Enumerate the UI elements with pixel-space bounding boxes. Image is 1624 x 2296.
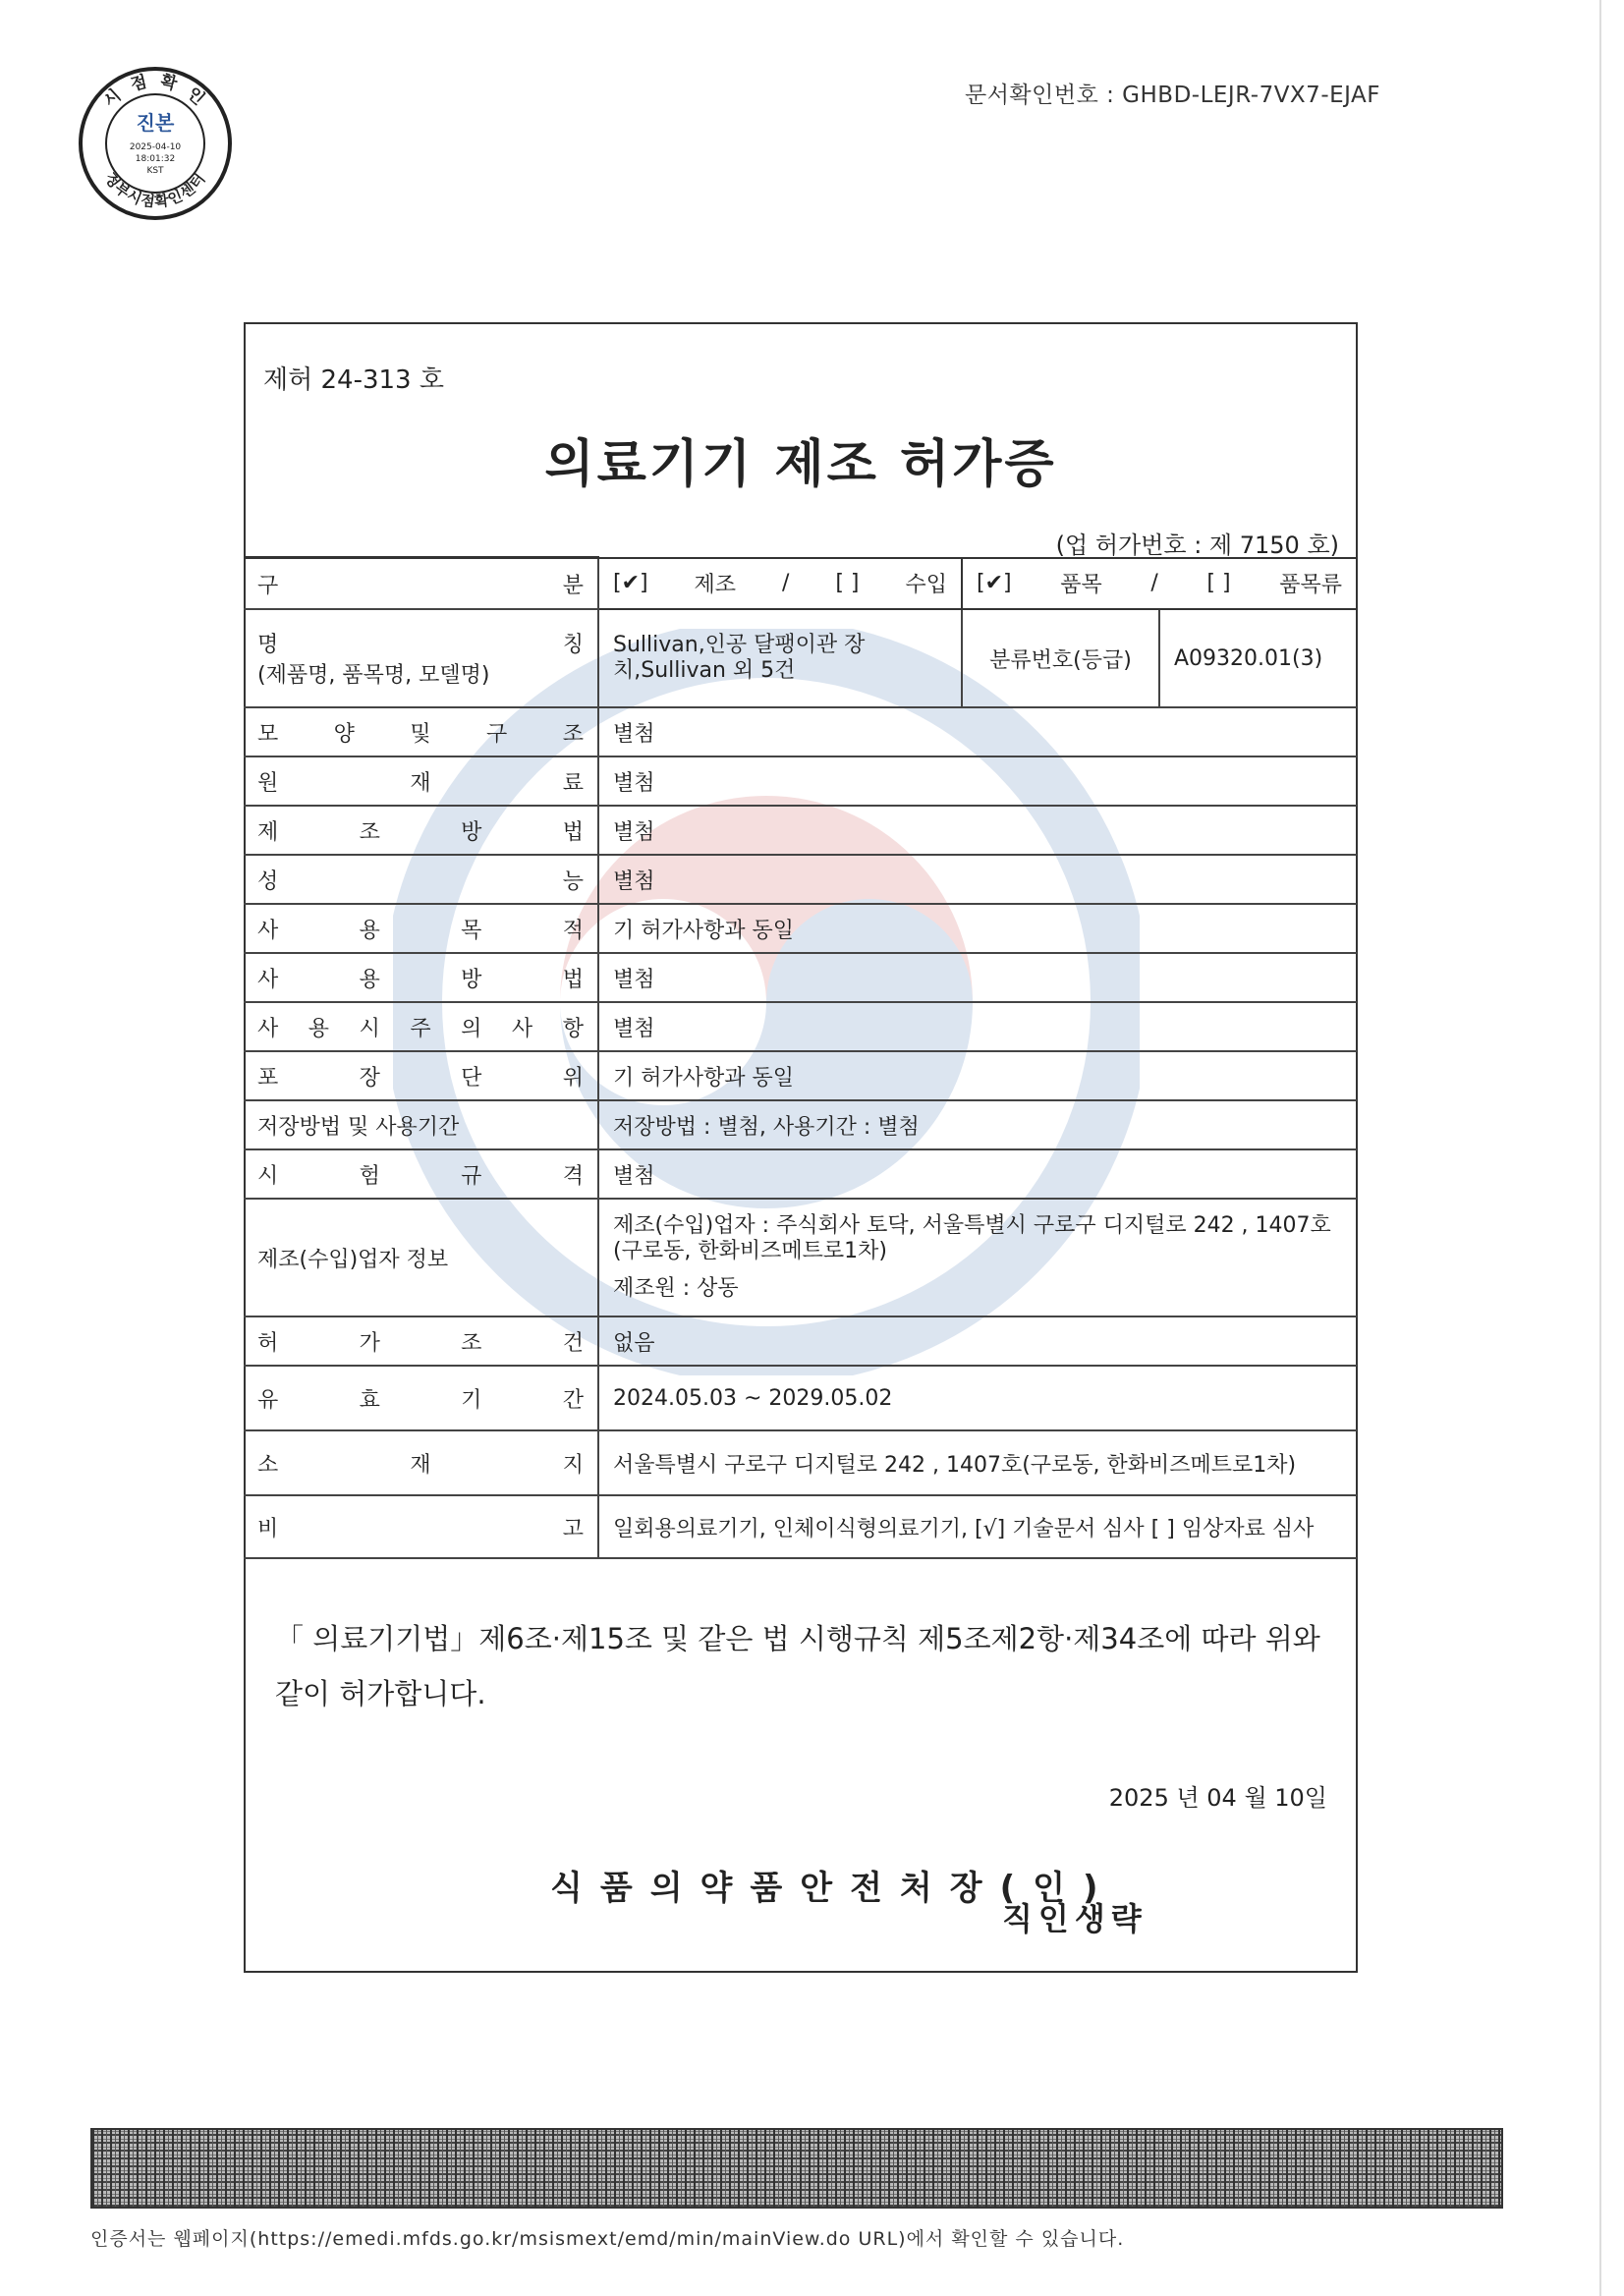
performance-value: 별첨 bbox=[598, 855, 1357, 904]
manufacture-label: 제조 bbox=[694, 573, 737, 598]
issue-date: 2025 년 04 월 10일 bbox=[1108, 1784, 1327, 1812]
label-char: 격 bbox=[562, 1163, 584, 1189]
label-char: 험 bbox=[359, 1163, 380, 1189]
label-char: 재 bbox=[410, 770, 431, 796]
classification-label: 분류번호(등급) bbox=[962, 609, 1159, 707]
permit-number: 제허 24-313 호 bbox=[263, 365, 444, 395]
label-char: 유 bbox=[257, 1387, 279, 1413]
label-char: 및 bbox=[410, 721, 431, 747]
label-char: 용 bbox=[359, 918, 380, 943]
table-row-caution bbox=[244, 1002, 1357, 1051]
label-char: 능 bbox=[562, 868, 584, 894]
label-char: 항 bbox=[562, 1016, 584, 1041]
condition-value: 없음 bbox=[598, 1316, 1357, 1366]
seal-bottom-text: 정부시점확인센터 bbox=[100, 169, 210, 211]
business-permit-number: (업 허가번호 : 제 7150 호) bbox=[1055, 532, 1339, 559]
seal-center-text: 진본 bbox=[136, 111, 175, 135]
label-char: 사 bbox=[257, 967, 279, 992]
label-char: 사 bbox=[257, 918, 279, 943]
label-char: 재 bbox=[410, 1452, 431, 1478]
label-char: 기 bbox=[461, 1387, 482, 1413]
label-char: 목 bbox=[461, 918, 482, 943]
label-char: 포 bbox=[257, 1065, 279, 1091]
method-value: 별첨 bbox=[598, 806, 1357, 855]
label-char: 모 bbox=[257, 721, 279, 747]
label-char: 위 bbox=[562, 1065, 584, 1091]
table-row-name bbox=[244, 609, 1357, 707]
page-title: 의료기기 제조 허가증 bbox=[544, 435, 1057, 494]
permit-info-table bbox=[244, 556, 1358, 1559]
label-char: 효 bbox=[359, 1387, 380, 1413]
label-category: 구 분 bbox=[244, 558, 598, 610]
label-name: 명 칭 (제품명, 품목명, 모델명) bbox=[244, 609, 598, 707]
item-itemgroup-choice: [✔] 품목 / [ ] 품목류 bbox=[962, 558, 1357, 610]
label-char: 법 bbox=[562, 967, 584, 992]
label-validity bbox=[244, 1366, 598, 1430]
label-char: 규 bbox=[461, 1163, 482, 1189]
label-char: 양 bbox=[333, 721, 355, 747]
import-label: 수입 bbox=[905, 573, 947, 598]
label-usage bbox=[244, 953, 598, 1002]
label-char: 조 bbox=[359, 819, 380, 845]
label-storage: 저장방법 및 사용기간 bbox=[244, 1100, 598, 1149]
table-row-validity bbox=[244, 1366, 1357, 1430]
page-edge bbox=[1599, 0, 1601, 2296]
itemgroup-label: 품목류 bbox=[1279, 573, 1342, 598]
label-char: 적 bbox=[562, 918, 584, 943]
label-char: 장 bbox=[359, 1065, 380, 1091]
label-char: 원 bbox=[257, 770, 279, 796]
label-package bbox=[244, 1051, 598, 1100]
label-char: 소 bbox=[257, 1452, 279, 1478]
label-remarks bbox=[244, 1495, 598, 1558]
label-char: 간 bbox=[562, 1387, 584, 1413]
label-maker: 제조(수입)업자 정보 bbox=[244, 1199, 598, 1316]
table-row-performance bbox=[244, 855, 1357, 904]
table-row-usage bbox=[244, 953, 1357, 1002]
label-char: 성 bbox=[257, 868, 279, 894]
label-char: 제 bbox=[257, 819, 279, 845]
label-char: 허 bbox=[257, 1330, 279, 1356]
label-char: 주 bbox=[410, 1016, 431, 1041]
maker-info-line: 제조(수입)업자 : 주식회사 토닥, 서울특별시 구로구 디지털로 242 , 1407호(구로동, 한화비즈메트로1차) bbox=[613, 1213, 1331, 1263]
manufacturing-site-line: 제조원 : 상동 bbox=[613, 1276, 739, 1301]
seal-time: 18:01:32 bbox=[135, 154, 176, 164]
label-char: 구 bbox=[486, 721, 508, 747]
table-row-category bbox=[244, 558, 1357, 610]
table-row-shape bbox=[244, 707, 1357, 756]
classification-value: A09320.01(3) bbox=[1159, 609, 1357, 707]
label-shape bbox=[244, 707, 598, 756]
label-caution bbox=[244, 1002, 598, 1051]
table-row-storage bbox=[244, 1100, 1357, 1149]
maker-value bbox=[598, 1199, 1357, 1316]
label-material bbox=[244, 756, 598, 806]
manufacture-import-choice: [✔] 제조 / [ ] 수입 bbox=[598, 558, 962, 610]
import-checkbox: [ ] bbox=[835, 571, 860, 596]
item-checkbox: [✔] bbox=[977, 571, 1012, 596]
usage-value: 별첨 bbox=[598, 953, 1357, 1002]
label-char: 사 bbox=[511, 1016, 533, 1041]
label-char: 고 bbox=[562, 1516, 584, 1541]
label-char: 조 bbox=[562, 721, 584, 747]
table-row-method bbox=[244, 806, 1357, 855]
label-char: 방 bbox=[461, 967, 482, 992]
label-char: 사 bbox=[257, 1016, 279, 1041]
svg-text:시 점 확 인 bbox=[100, 71, 211, 112]
label-char: 조 bbox=[461, 1330, 482, 1356]
label-char: 시 bbox=[257, 1163, 279, 1189]
seal-timezone: KST bbox=[146, 166, 164, 176]
label-char: 방 bbox=[461, 819, 482, 845]
purpose-value: 기 허가사항과 동일 bbox=[598, 904, 1357, 953]
label-char: 비 bbox=[257, 1516, 279, 1541]
test-value: 별첨 bbox=[598, 1149, 1357, 1199]
label-condition bbox=[244, 1316, 598, 1366]
label-char: 용 bbox=[359, 967, 380, 992]
location-value: 서울특별시 구로구 디지털로 242 , 1407호(구로동, 한화비즈메트로1차) bbox=[598, 1430, 1357, 1495]
label-location bbox=[244, 1430, 598, 1495]
label-char: 의 bbox=[461, 1016, 482, 1041]
document-verification-number: 문서확인번호 : GHBD-LEJR-7VX7-EJAF bbox=[965, 83, 1380, 108]
itemgroup-checkbox: [ ] bbox=[1206, 571, 1231, 596]
approval-statement: 「 의료기기법」제6조·제15조 및 같은 법 시행규칙 제5조제2항·제34조에 따라 위와 같이 허가합니다. bbox=[275, 1622, 1320, 1710]
label-char: 지 bbox=[562, 1452, 584, 1478]
product-name-value: Sullivan,인공 달팽이관 장치,Sullivan 외 5건 bbox=[598, 609, 962, 707]
table-row-remarks bbox=[244, 1495, 1357, 1558]
label-char: 법 bbox=[562, 819, 584, 845]
verification-footer-note: 인증서는 웹페이지(https://emedi.mfds.go.kr/msismext/emd/min/mainView.do URL)에서 확인할 수 있습니다. bbox=[90, 2228, 1125, 2250]
seal-omitted-note: 직인생략 bbox=[1002, 1900, 1148, 1937]
table-row-condition bbox=[244, 1316, 1357, 1366]
verification-barcode bbox=[90, 2128, 1503, 2209]
caution-value: 별첨 bbox=[598, 1002, 1357, 1051]
label-char: 시 bbox=[359, 1016, 380, 1041]
table-row-location bbox=[244, 1430, 1357, 1495]
label-char: 단 bbox=[461, 1065, 482, 1091]
label-char: 료 bbox=[562, 770, 584, 796]
label-purpose bbox=[244, 904, 598, 953]
validity-value: 2024.05.03 ~ 2029.05.02 bbox=[598, 1366, 1357, 1430]
label-test bbox=[244, 1149, 598, 1199]
manufacture-checkbox: [✔] bbox=[613, 571, 648, 596]
remarks-value: 일회용의료기기, 인체이식형의료기기, [√] 기술문서 심사 [ ] 임상자료 심사 bbox=[598, 1495, 1357, 1558]
table-row-maker bbox=[244, 1199, 1357, 1316]
issuer-name: 식품의약품안전처장(인) bbox=[550, 1869, 1116, 1908]
table-row-test bbox=[244, 1149, 1357, 1199]
label-performance bbox=[244, 855, 598, 904]
table-row-material bbox=[244, 756, 1357, 806]
label-char: 용 bbox=[308, 1016, 330, 1041]
shape-value: 별첨 bbox=[598, 707, 1357, 756]
item-label: 품목 bbox=[1060, 573, 1102, 598]
label-char: 건 bbox=[562, 1330, 584, 1356]
seal-top-text: 시 점 확 인 bbox=[99, 71, 211, 112]
table-row-package bbox=[244, 1051, 1357, 1100]
table-row-purpose bbox=[244, 904, 1357, 953]
package-value: 기 허가사항과 동일 bbox=[598, 1051, 1357, 1100]
label-method bbox=[244, 806, 598, 855]
material-value: 별첨 bbox=[598, 756, 1357, 806]
storage-value: 저장방법 : 별첨, 사용기간 : 별첨 bbox=[598, 1100, 1357, 1149]
label-char: 가 bbox=[359, 1330, 380, 1356]
seal-date: 2025-04-10 bbox=[129, 142, 182, 152]
official-seal-icon bbox=[77, 65, 234, 222]
